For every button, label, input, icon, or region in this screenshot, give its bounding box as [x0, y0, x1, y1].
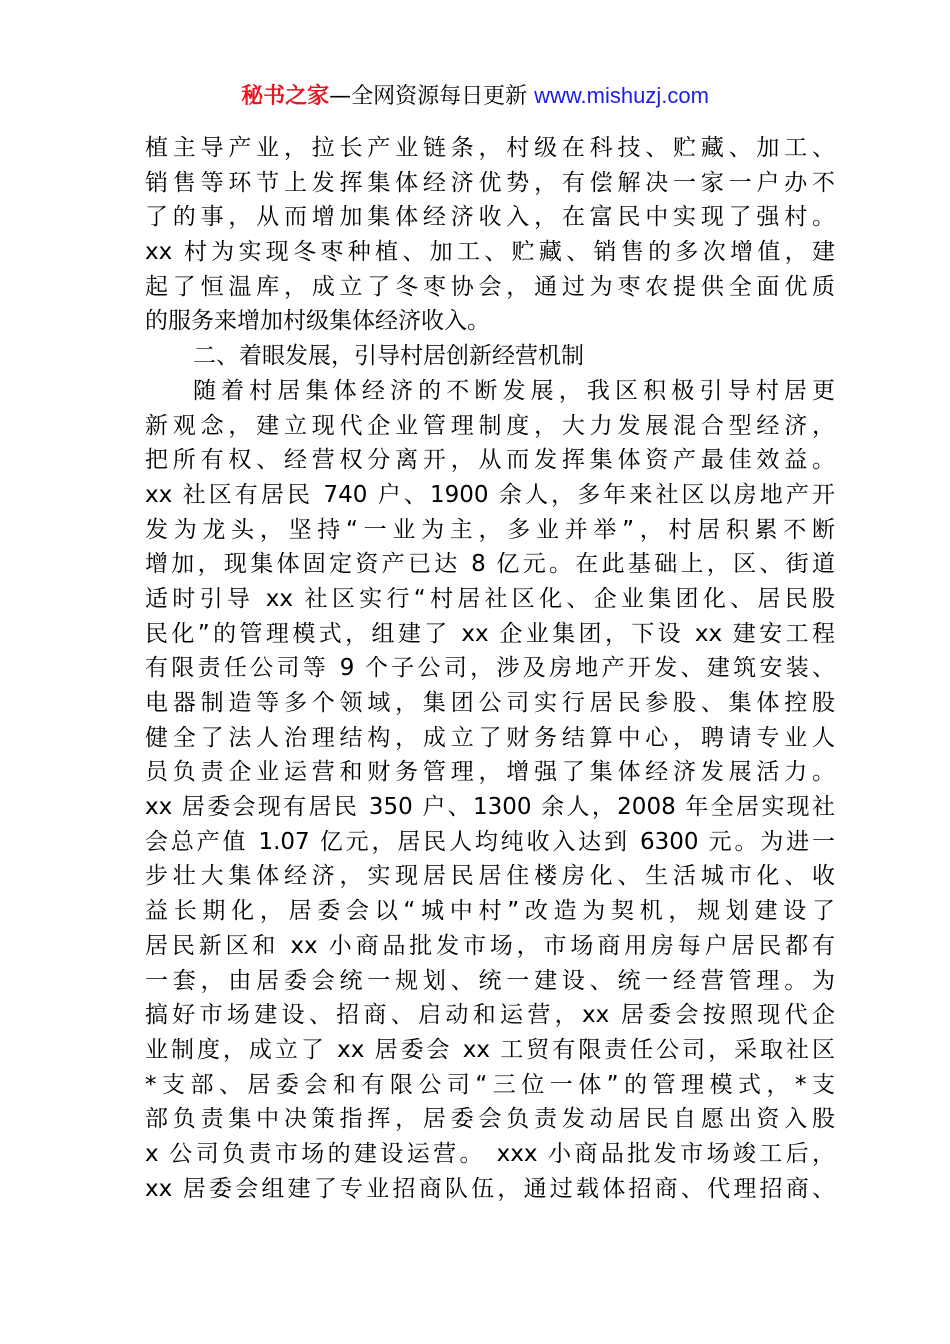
- site-header: [0, 80, 950, 113]
- text-line: 了的事，从而增加集体经济收入，在富民中实现了强村。: [145, 204, 835, 231]
- text-line: 民化”的管理模式，组建了 xx 企业集团，下设 xx 建安工程: [145, 620, 835, 647]
- text-line: xx 社区有居民 740 户、1900 余人，多年来社区以房地产开: [145, 481, 835, 508]
- text-line: 一套，由居委会统一规划、统一建设、统一经营管理。为: [145, 967, 835, 994]
- text-line: 把所有权、经营权分离开，从而发挥集体资产最佳效益。: [145, 447, 835, 474]
- text-line: 居民新区和 xx 小商品批发市场，市场商用房每户居民都有: [145, 932, 835, 959]
- text-line: 发为龙头，坚持“一业为主，多业并举”，村居积累不断: [145, 516, 835, 543]
- text-line: xx 村为实现冬枣种植、加工、贮藏、销售的多次增值，建: [145, 239, 835, 266]
- text-line: 新观念，建立现代企业管理制度，大力发展混合型经济，: [145, 412, 835, 439]
- site-url[interactable]: www.mishuzj.com: [534, 83, 709, 108]
- text-line: 起了恒温库，成立了冬枣协会，通过为枣农提供全面优质: [145, 273, 835, 300]
- text-line: 随着村居集体经济的不断发展，我区积极引导村居更: [193, 377, 835, 404]
- text-line: 益长期化，居委会以“城中村”改造为契机，规划建设了: [145, 898, 835, 925]
- text-line: 适时引导 xx 社区实行“村居社区化、企业集团化、居民股: [145, 585, 835, 612]
- text-line: *支部、居委会和有限公司“三位一体”的管理模式，*支: [145, 1071, 835, 1098]
- text-line: 的服务来增加村级集体经济收入。: [145, 308, 490, 335]
- text-line: xx 居委会现有居民 350 户、1300 余人，2008 年全居实现社: [145, 794, 835, 821]
- text-line: 二、着眼发展，引导村居创新经营机制: [193, 343, 584, 370]
- text-line: 搞好市场建设、招商、启动和运营，xx 居委会按照现代企: [145, 1002, 835, 1029]
- text-line: 步壮大集体经济，实现居民居住楼房化、生活城市化、收: [145, 863, 835, 890]
- text-line: 电器制造等多个领域，集团公司实行居民参股、集体控股: [145, 690, 835, 716]
- text-line: 员负责企业运营和财务管理，增强了集体经济发展活力。: [145, 759, 835, 786]
- document-body: [145, 131, 835, 1206]
- text-line: 销售等环节上发挥集体经济优势，有偿解决一家一户办不: [145, 169, 835, 196]
- text-line: 健全了法人治理结构，成立了财务结算中心，聘请专业人: [145, 724, 835, 751]
- text-line: 有限责任公司等 9 个子公司，涉及房地产开发、建筑安装、: [145, 655, 835, 682]
- text-line: xx 居委会组建了专业招商队伍，通过载体招商、代理招商、: [145, 1175, 835, 1202]
- text-line: 增加，现集体固定资产已达 8 亿元。在此基础上，区、街道: [145, 551, 835, 578]
- site-brand: 秘书之家: [241, 84, 330, 109]
- text-line: 植主导产业，拉长产业链条，村级在科技、贮藏、加工、: [145, 135, 835, 161]
- site-tagline: —全网资源每日更新: [329, 84, 535, 109]
- text-line: x 公司负责市场的建设运营。 xxx 小商品批发市场竣工后，: [145, 1140, 835, 1167]
- text-line: 部负责集中决策指挥，居委会负责发动居民自愿出资入股: [145, 1106, 835, 1133]
- text-line: 会总产值 1.07 亿元，居民人均纯收入达到 6300 元。为进一: [145, 828, 835, 855]
- text-line: 业制度，成立了 xx 居委会 xx 工贸有限责任公司，采取社区: [145, 1036, 835, 1063]
